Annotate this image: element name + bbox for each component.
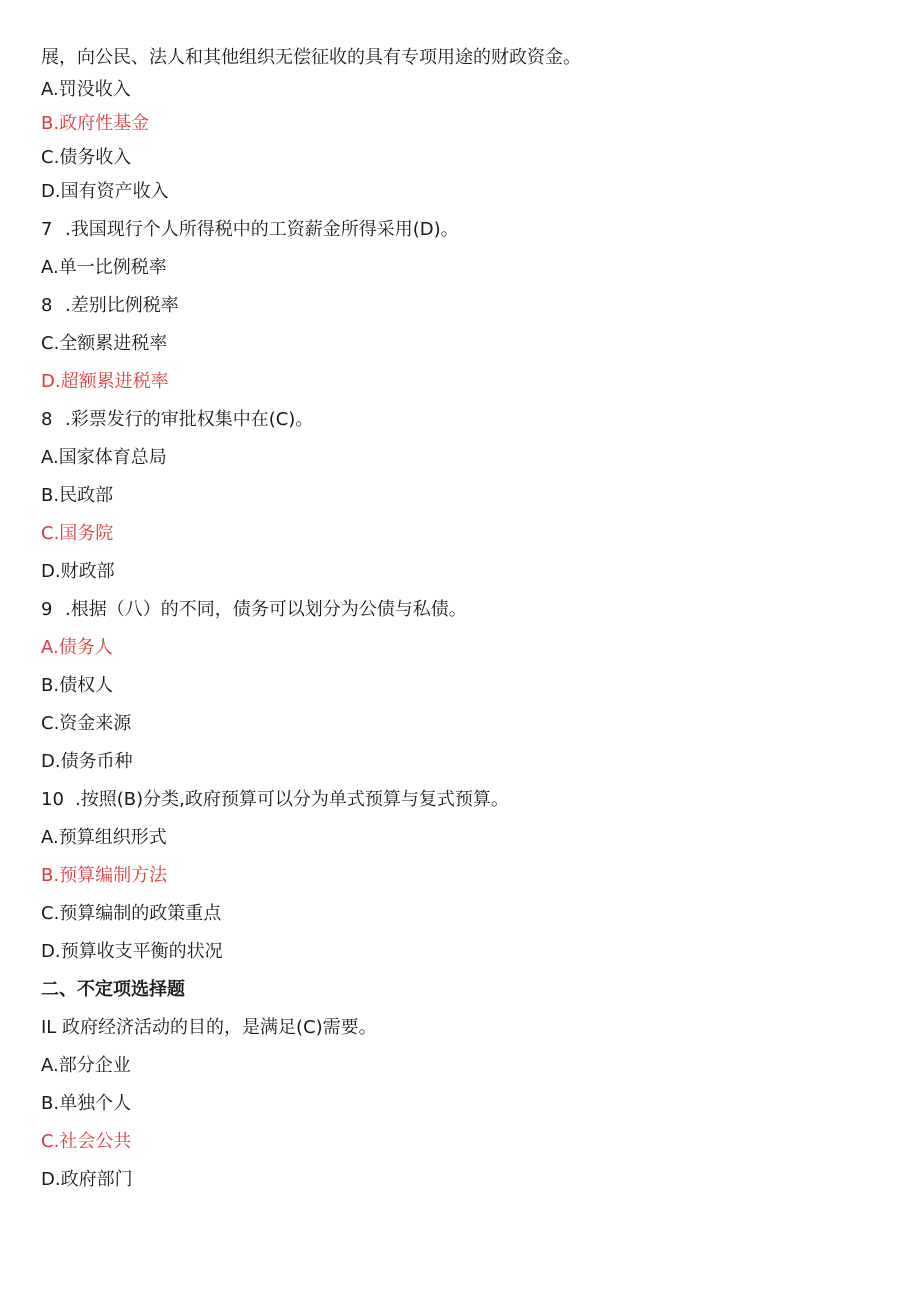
option-line: A.国家体育总局	[41, 447, 167, 468]
question-number: 10	[41, 789, 64, 810]
option-line: D.债务币种	[41, 751, 133, 772]
option-line: 8 .差别比例税率	[41, 292, 881, 330]
document-body	[41, 44, 881, 1204]
option-line: B.民政部	[41, 485, 114, 506]
option-line: A.预算组织形式	[41, 827, 167, 848]
correct-answer-line: C.国务院	[41, 523, 114, 544]
option-number: 8	[41, 295, 53, 316]
option-line: C.预算编制的政策重点	[41, 903, 222, 924]
question-line: 7 .我国现行个人所得税中的工资薪金所得采用(D)。	[41, 216, 881, 254]
correct-answer-line: D.超额累进税率	[41, 371, 169, 392]
question-line: IL 政府经济活动的目的，是满足(C)需要。	[41, 1017, 377, 1038]
option-line: A.部分企业	[41, 1055, 131, 1076]
question-number: 9	[41, 599, 53, 620]
question-number: 7	[41, 219, 53, 240]
option-line: D.财政部	[41, 561, 115, 582]
question-line: 9 .根据（八）的不同，债务可以划分为公债与私债。	[41, 596, 881, 634]
text-line: 展，向公民、法人和其他组织无偿征收的具有专项用途的财政资金。	[41, 47, 581, 68]
correct-answer-line: A.债务人	[41, 637, 113, 658]
correct-answer-line: B.政府性基金	[41, 113, 150, 134]
option-line: C.资金来源	[41, 713, 132, 734]
option-line: C.全额累进税率	[41, 333, 168, 354]
option-line: B.单独个人	[41, 1093, 132, 1114]
option-line: D.预算收支平衡的状况	[41, 941, 223, 962]
option-line: D.政府部门	[41, 1169, 133, 1190]
option-line: B.债权人	[41, 675, 114, 696]
question-line: 8 .彩票发行的审批权集中在(C)。	[41, 406, 881, 444]
option-line: C.债务收入	[41, 147, 132, 168]
option-line: D.国有资产收入	[41, 181, 169, 202]
section-heading: 二、不定项选择题	[41, 979, 185, 1000]
correct-answer-line: B.预算编制方法	[41, 865, 168, 886]
question-number: 8	[41, 409, 53, 430]
question-line: 10 .按照(B)分类,政府预算可以分为单式预算与复式预算。	[41, 786, 881, 824]
option-line: A.罚没收入	[41, 79, 131, 100]
option-line: A.单一比例税率	[41, 257, 167, 278]
correct-answer-line: C.社会公共	[41, 1131, 132, 1152]
